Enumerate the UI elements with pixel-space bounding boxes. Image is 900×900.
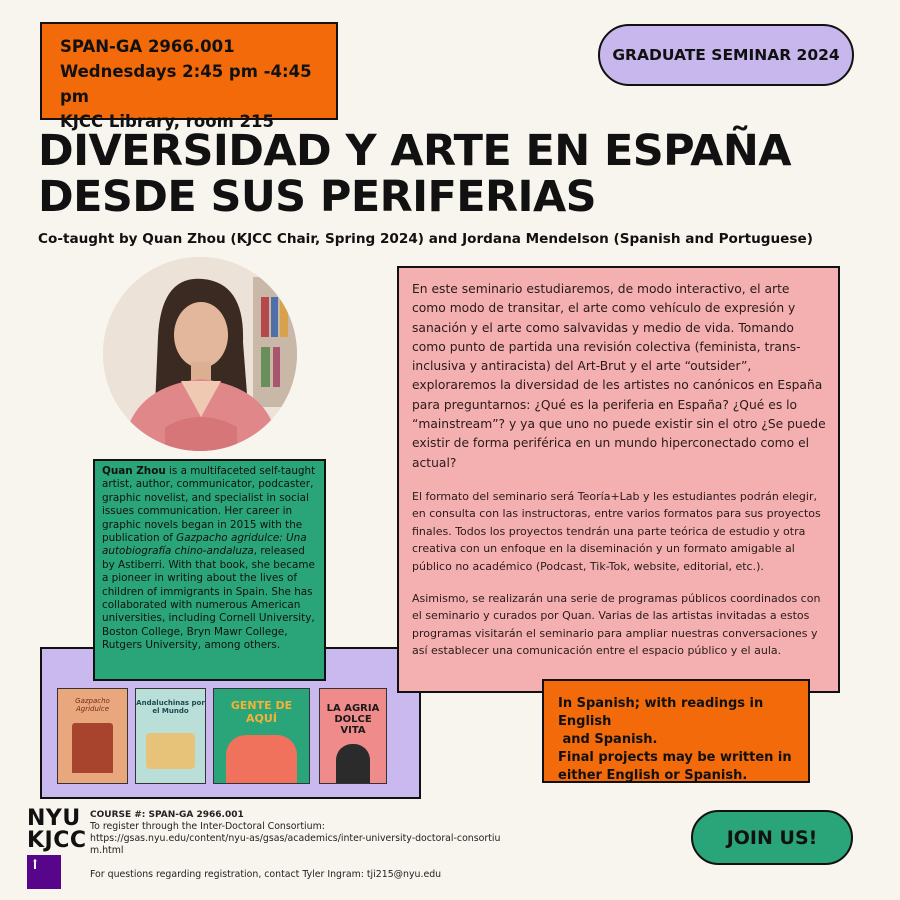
course-location: KJCC Library, room 215 xyxy=(60,112,274,131)
book-4-title: LA AGRIA DOLCE VITA xyxy=(326,703,380,736)
description-paragraph-2: El formato del seminario será Teoría+Lab y les estudiantes podrán elegir, en consulta con las instructoras, entre varios formatos para sus proyectos finales. Todos los proyectos tendrán una parte teórica de estudio y otra creativa con un enfoque en la diseminación y un formato amigable al público no académico (Podcast, Tik-Tok, website, editorial, etc.). xyxy=(412,489,821,573)
language-info-box xyxy=(542,679,810,783)
title-line-1: DIVERSIDAD Y ARTE EN ESPAÑA xyxy=(38,126,791,176)
footer-register-url[interactable]: https://gsas.nyu.edu/content/nyu-as/gsas/academics/inter-university-doctoral-consortium.html xyxy=(90,833,501,856)
portrait-illustration xyxy=(103,257,297,451)
language-line-3: Final projects may be written in xyxy=(558,750,792,765)
description-paragraph-3: Asimismo, se realizarán una serie de programas públicos coordinados con el seminario y curados por Quan. Varias de las artistas invitadas a estos programas visitarán el seminario para ampliar nuestras conversaciones y así establecer una comunicación entre el espacio público y el aula. xyxy=(412,592,821,658)
bio-book-title: Gazpacho agridulce: Una autobiografía chino-andaluza xyxy=(102,532,307,558)
book-1-title: Gazpacho Agridulce xyxy=(75,697,110,713)
footer-contact: For questions regarding registration, contact Tyler Ingram: tji215@nyu.edu xyxy=(90,869,442,880)
footer-course-label: COURSE #: SPAN-GA 2966.001 xyxy=(90,810,244,820)
seminar-badge-label: GRADUATE SEMINAR 2024 xyxy=(612,46,840,64)
book-cover-1 xyxy=(57,688,128,784)
seminar-description xyxy=(397,266,840,693)
course-code: SPAN-GA 2966.001 xyxy=(60,37,235,56)
logo-line-1: NYU xyxy=(27,806,81,831)
language-line-2: and Spanish. xyxy=(558,732,658,747)
bio-text-2: , released by Astiberri. With that book, she became a pioneer in writing about the lives of children of immigrants in Spain. She has collaborated with numerous American universities, including Cornell University, Boston College, Bryn Mawr College, Rutgers University, among others. xyxy=(102,545,315,652)
description-paragraph-1: En este seminario estudiaremos, de modo interactivo, el arte como modo de transitar, el arte como vehículo de expresión y sanación y el arte como salvavidas y medio de vida. Tomando como punto de partida una revisión colectiva (feminista, trans-inclusiva y antiracista) del Art-Brut y el arte “outsider”, exploraremos la diversidad de les artistes no canónicos en España para preguntarnos: ¿Qué es la periferia en España? ¿Qué es lo “mainstream”? y ya que uno no puede existir sin el otro ¿Se puede existir de forma periférica en un mundo hiperconectado como el actual? xyxy=(412,282,826,470)
footer-register-text: To register through the Inter-Doctoral Consortium: xyxy=(90,821,325,832)
course-info-box xyxy=(40,22,338,131)
join-us-button[interactable] xyxy=(691,810,853,865)
bio-box xyxy=(93,459,326,681)
language-line-1: In Spanish; with readings in English xyxy=(558,696,764,729)
co-taught-subtitle: Co-taught by Quan Zhou (KJCC Chair, Spring 2024) and Jordana Mendelson (Spanish and Portuguese) xyxy=(38,231,813,247)
title-line-2: DESDE SUS PERIFERIAS xyxy=(38,172,597,222)
language-line-4: either English or Spanish. xyxy=(558,768,748,783)
page-title xyxy=(38,128,878,220)
course-schedule: Wednesdays 2:45 pm -4:45 pm xyxy=(60,62,312,106)
portrait-photo xyxy=(103,257,297,451)
book-cover-2 xyxy=(135,688,206,784)
registration-footer xyxy=(90,809,510,881)
nyu-kjcc-logo xyxy=(27,808,87,852)
book-3-title: GENTE DE AQUÍ xyxy=(230,699,293,725)
bio-name: Quan Zhou xyxy=(102,465,166,477)
join-us-label: JOIN US! xyxy=(726,826,818,849)
book-cover-4 xyxy=(319,688,387,784)
seminar-badge xyxy=(598,24,854,86)
book-2-title: Andaluchinas por el Mundo xyxy=(136,699,205,715)
bio-text-1: is a multifaceted self-taught artist, author, communicator, podcaster, graphic novelist, and specialist in social issues communication. Her career in graphic novels began in 2015 with the publication of xyxy=(102,465,316,545)
nyu-torch-logo xyxy=(27,855,61,889)
torch-icon xyxy=(30,859,40,869)
book-cover-3 xyxy=(213,688,310,784)
logo-line-2: KJCC xyxy=(27,828,87,853)
